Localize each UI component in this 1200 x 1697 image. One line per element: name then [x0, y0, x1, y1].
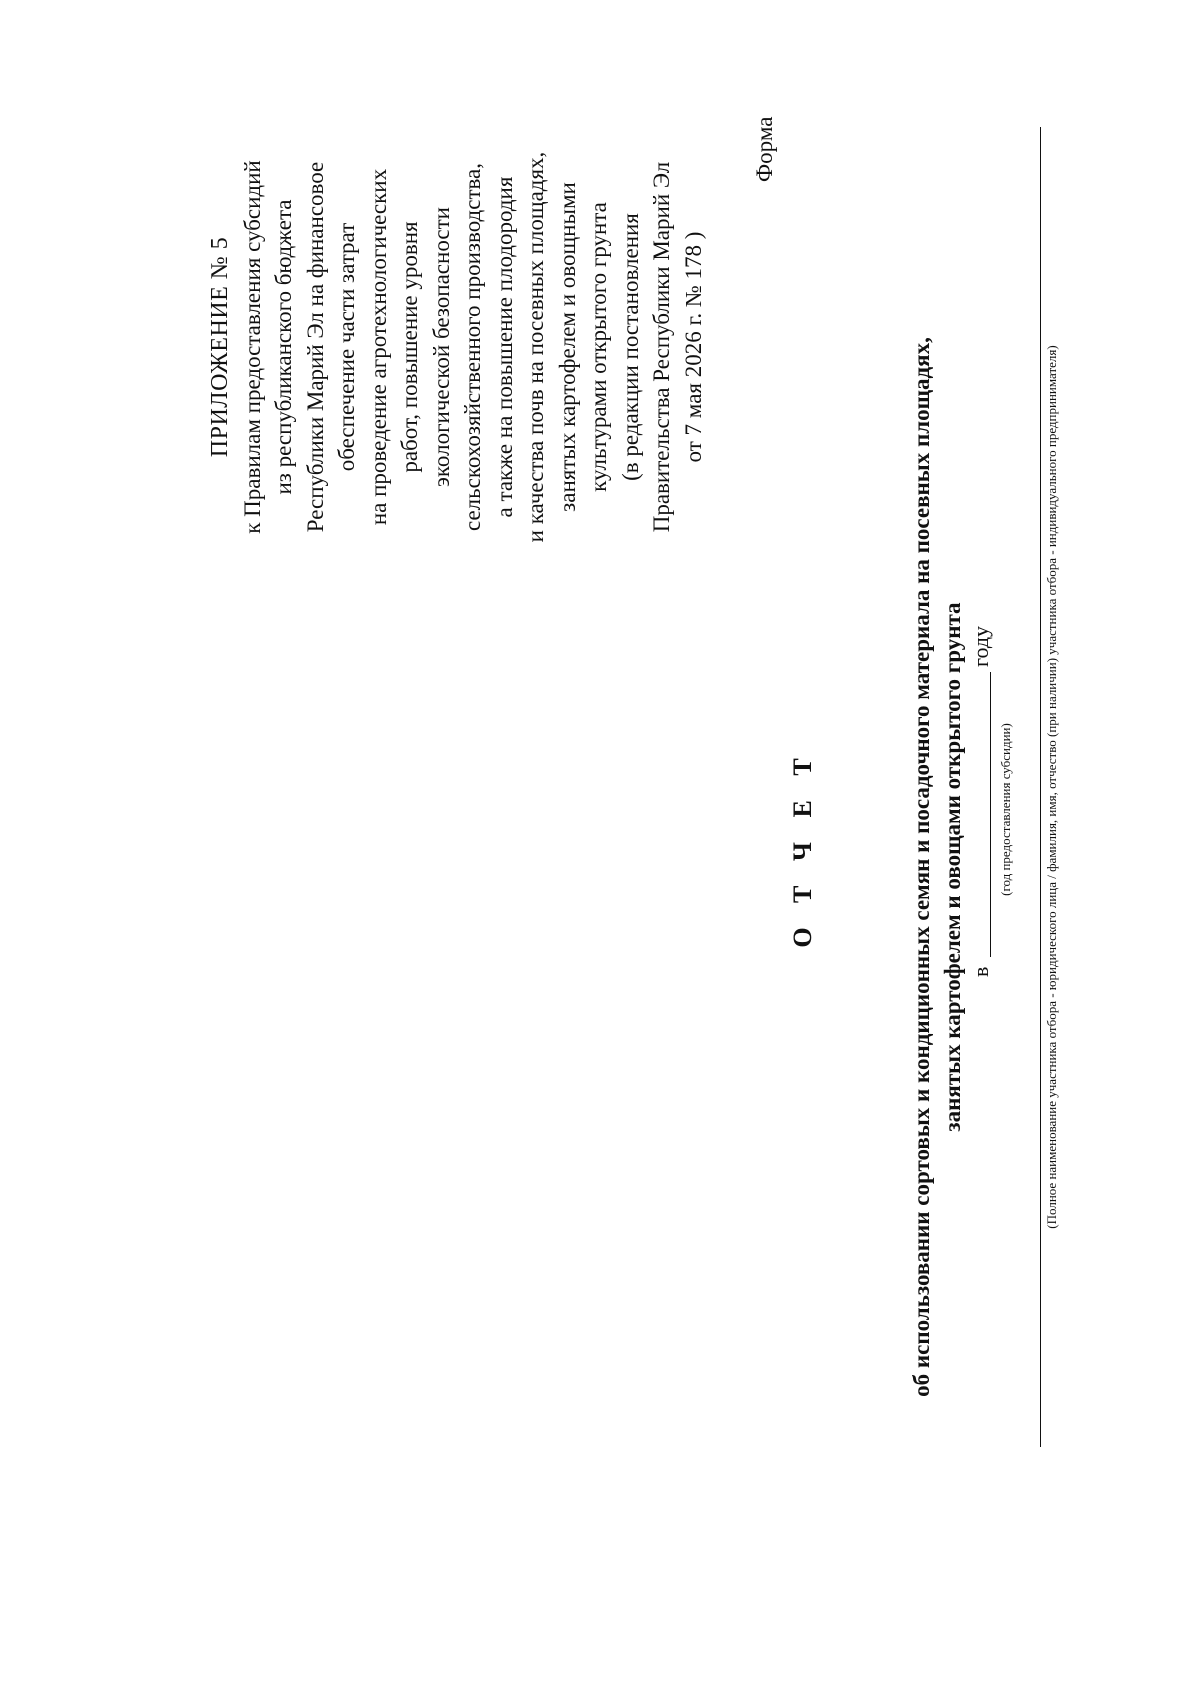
- appendix-line: культурами открытого грунта: [586, 202, 611, 492]
- appendix-line: (в редакции постановления: [617, 213, 643, 481]
- participant-caption: (Полное наименование участника отбора - юридического лица / фамилия, имя, отчество (при наличии) участника отбора - индивидуального предпринимателя): [1044, 345, 1059, 1229]
- report-year-row: [968, 577, 1028, 977]
- form-label: Форма: [752, 116, 777, 182]
- appendix-line: а также на повышение плодородия: [491, 176, 517, 518]
- appendix-line: Правительства Республики Марий Эл: [649, 161, 674, 533]
- appendix-date-line: от 7 мая 2026 г. № 178 ): [680, 231, 706, 463]
- report-subtitle-line: об использовании сортовых и кондиционных семян и посадочного материала на посевных площадях,: [909, 337, 934, 1397]
- appendix-line: к Правилам предоставления субсидий: [239, 160, 265, 534]
- participant-name-field[interactable]: [1040, 127, 1041, 1447]
- appendix-line: Республики Марий Эл на финансовое: [302, 161, 328, 533]
- year-prefix: в: [968, 966, 993, 977]
- appendix-line: обеспечение части затрат: [334, 222, 359, 472]
- appendix-line: и качества почв на посевных площадях,: [523, 151, 548, 543]
- appendix-heading: ПРИЛОЖЕНИЕ № 5: [207, 236, 233, 458]
- appendix-line: из республиканского бюджета: [271, 199, 296, 495]
- year-suffix: году: [968, 625, 993, 667]
- appendix-line: на проведение агротехнологических: [365, 168, 391, 526]
- appendix-block: [205, 7, 709, 687]
- appendix-line: сельскохозяйственного производства,: [460, 162, 485, 532]
- appendix-line: экологической безопасности: [428, 207, 454, 487]
- report-subtitle: [906, 167, 968, 1567]
- appendix-line: работ, повышение уровня: [397, 221, 422, 473]
- year-blank-field[interactable]: [990, 672, 991, 957]
- report-title: О Т Ч Е Т: [788, 749, 817, 948]
- report-subtitle-line: занятых картофелем и овощами открытого грунта: [940, 602, 965, 1132]
- appendix-line: занятых картофелем и овощными: [554, 182, 580, 512]
- year-hint: (год предоставления субсидии): [998, 723, 1013, 896]
